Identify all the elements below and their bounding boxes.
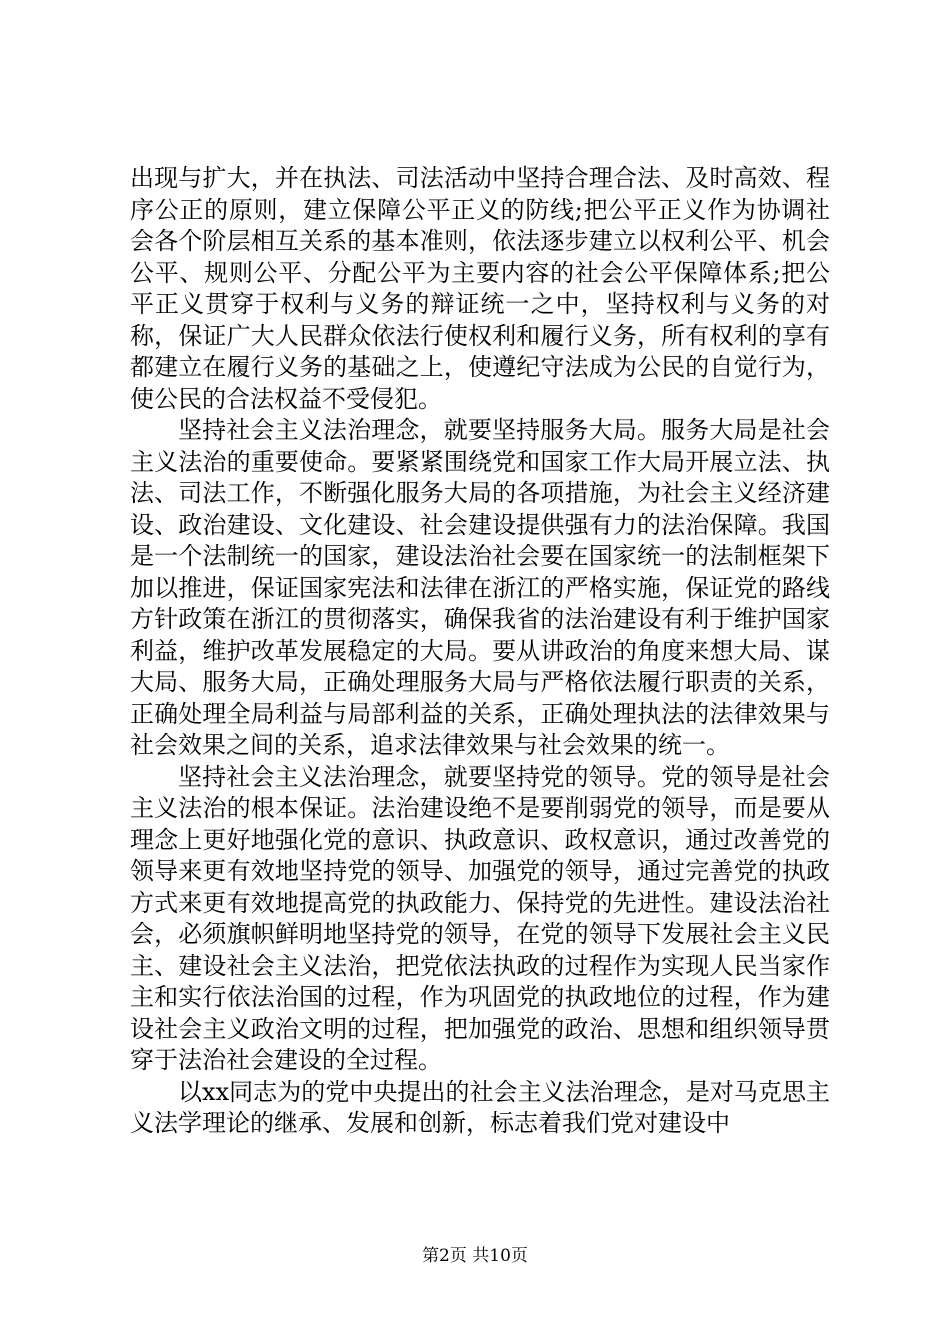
document-body — [130, 163, 830, 1140]
page-number-footer: 第2页 共10页 — [422, 1246, 528, 1266]
paragraph-1: 出现与扩大，并在执法、司法活动中坚持合理合法、及时高效、程序公正的原则，建立保障公平正义的防线;把公平正义作为协调社会各个阶层相互关系的基本准则，依法逐步建立以权利公平、机会公平、规则公平、分配公平为主要内容的社会公平保障体系;把公平正义贯穿于权利与义务的辩证统一之中，坚持权利与义务的对称，保证广大人民群众依法行使权利和履行义务，所有权利的享有都建立在履行义务的基础之上，使遵纪守法成为公民的自觉行为，使公民的合法权益不受侵犯。 — [130, 164, 830, 413]
paragraph-2: 坚持社会主义法治理念，就要坚持服务大局。服务大局是社会主义法治的重要使命。要紧紧围绕党和国家工作大局开展立法、执法、司法工作，不断强化服务大局的各项措施，为社会主义经济建设、政治建设、文化建设、社会建设提供强有力的法治保障。我国是一个法制统一的国家，建设法治社会要在国家统一的法制框架下加以推进，保证国家宪法和法律在浙江的严格实施，保证党的路线方针政策在浙江的贯彻落实，确保我省的法治建设有利于维护国家利益，维护改革发展稳定的大局。要从讲政治的角度来想大局、谋大局、服务大局，正确处理服务大局与严格依法履行职责的关系，正确处理全局利益与局部利益的关系，正确处理执法的法律效果与社会效果之间的关系，追求法律效果与社会效果的统一。 — [130, 416, 830, 759]
paragraph-4: 以xx同志为的党中央提出的社会主义法治理念，是对马克思主义法学理论的继承、发展和创新，标志着我们党对建设中 — [130, 1077, 830, 1137]
paragraph-3: 坚持社会主义法治理念，就要坚持党的领导。党的领导是社会主义法治的根本保证。法治建设绝不是要削弱党的领导，而是要从理念上更好地强化党的意识、执政意识、政权意识，通过改善党的领导来更有效地坚持党的领导、加强党的领导，通过完善党的执政方式来更有效地提高党的执政能力、保持党的先进性。建设法治社会，必须旗帜鲜明地坚持党的领导，在党的领导下发展社会主义民主、建设社会主义法治，把党依法执政的过程作为实现人民当家作主和实行依法治国的过程，作为巩固党的执政地位的过程，作为建设社会主义政治文明的过程，把加强党的政治、思想和组织领导贯穿于法治社会建设的全过程。 — [130, 762, 830, 1074]
